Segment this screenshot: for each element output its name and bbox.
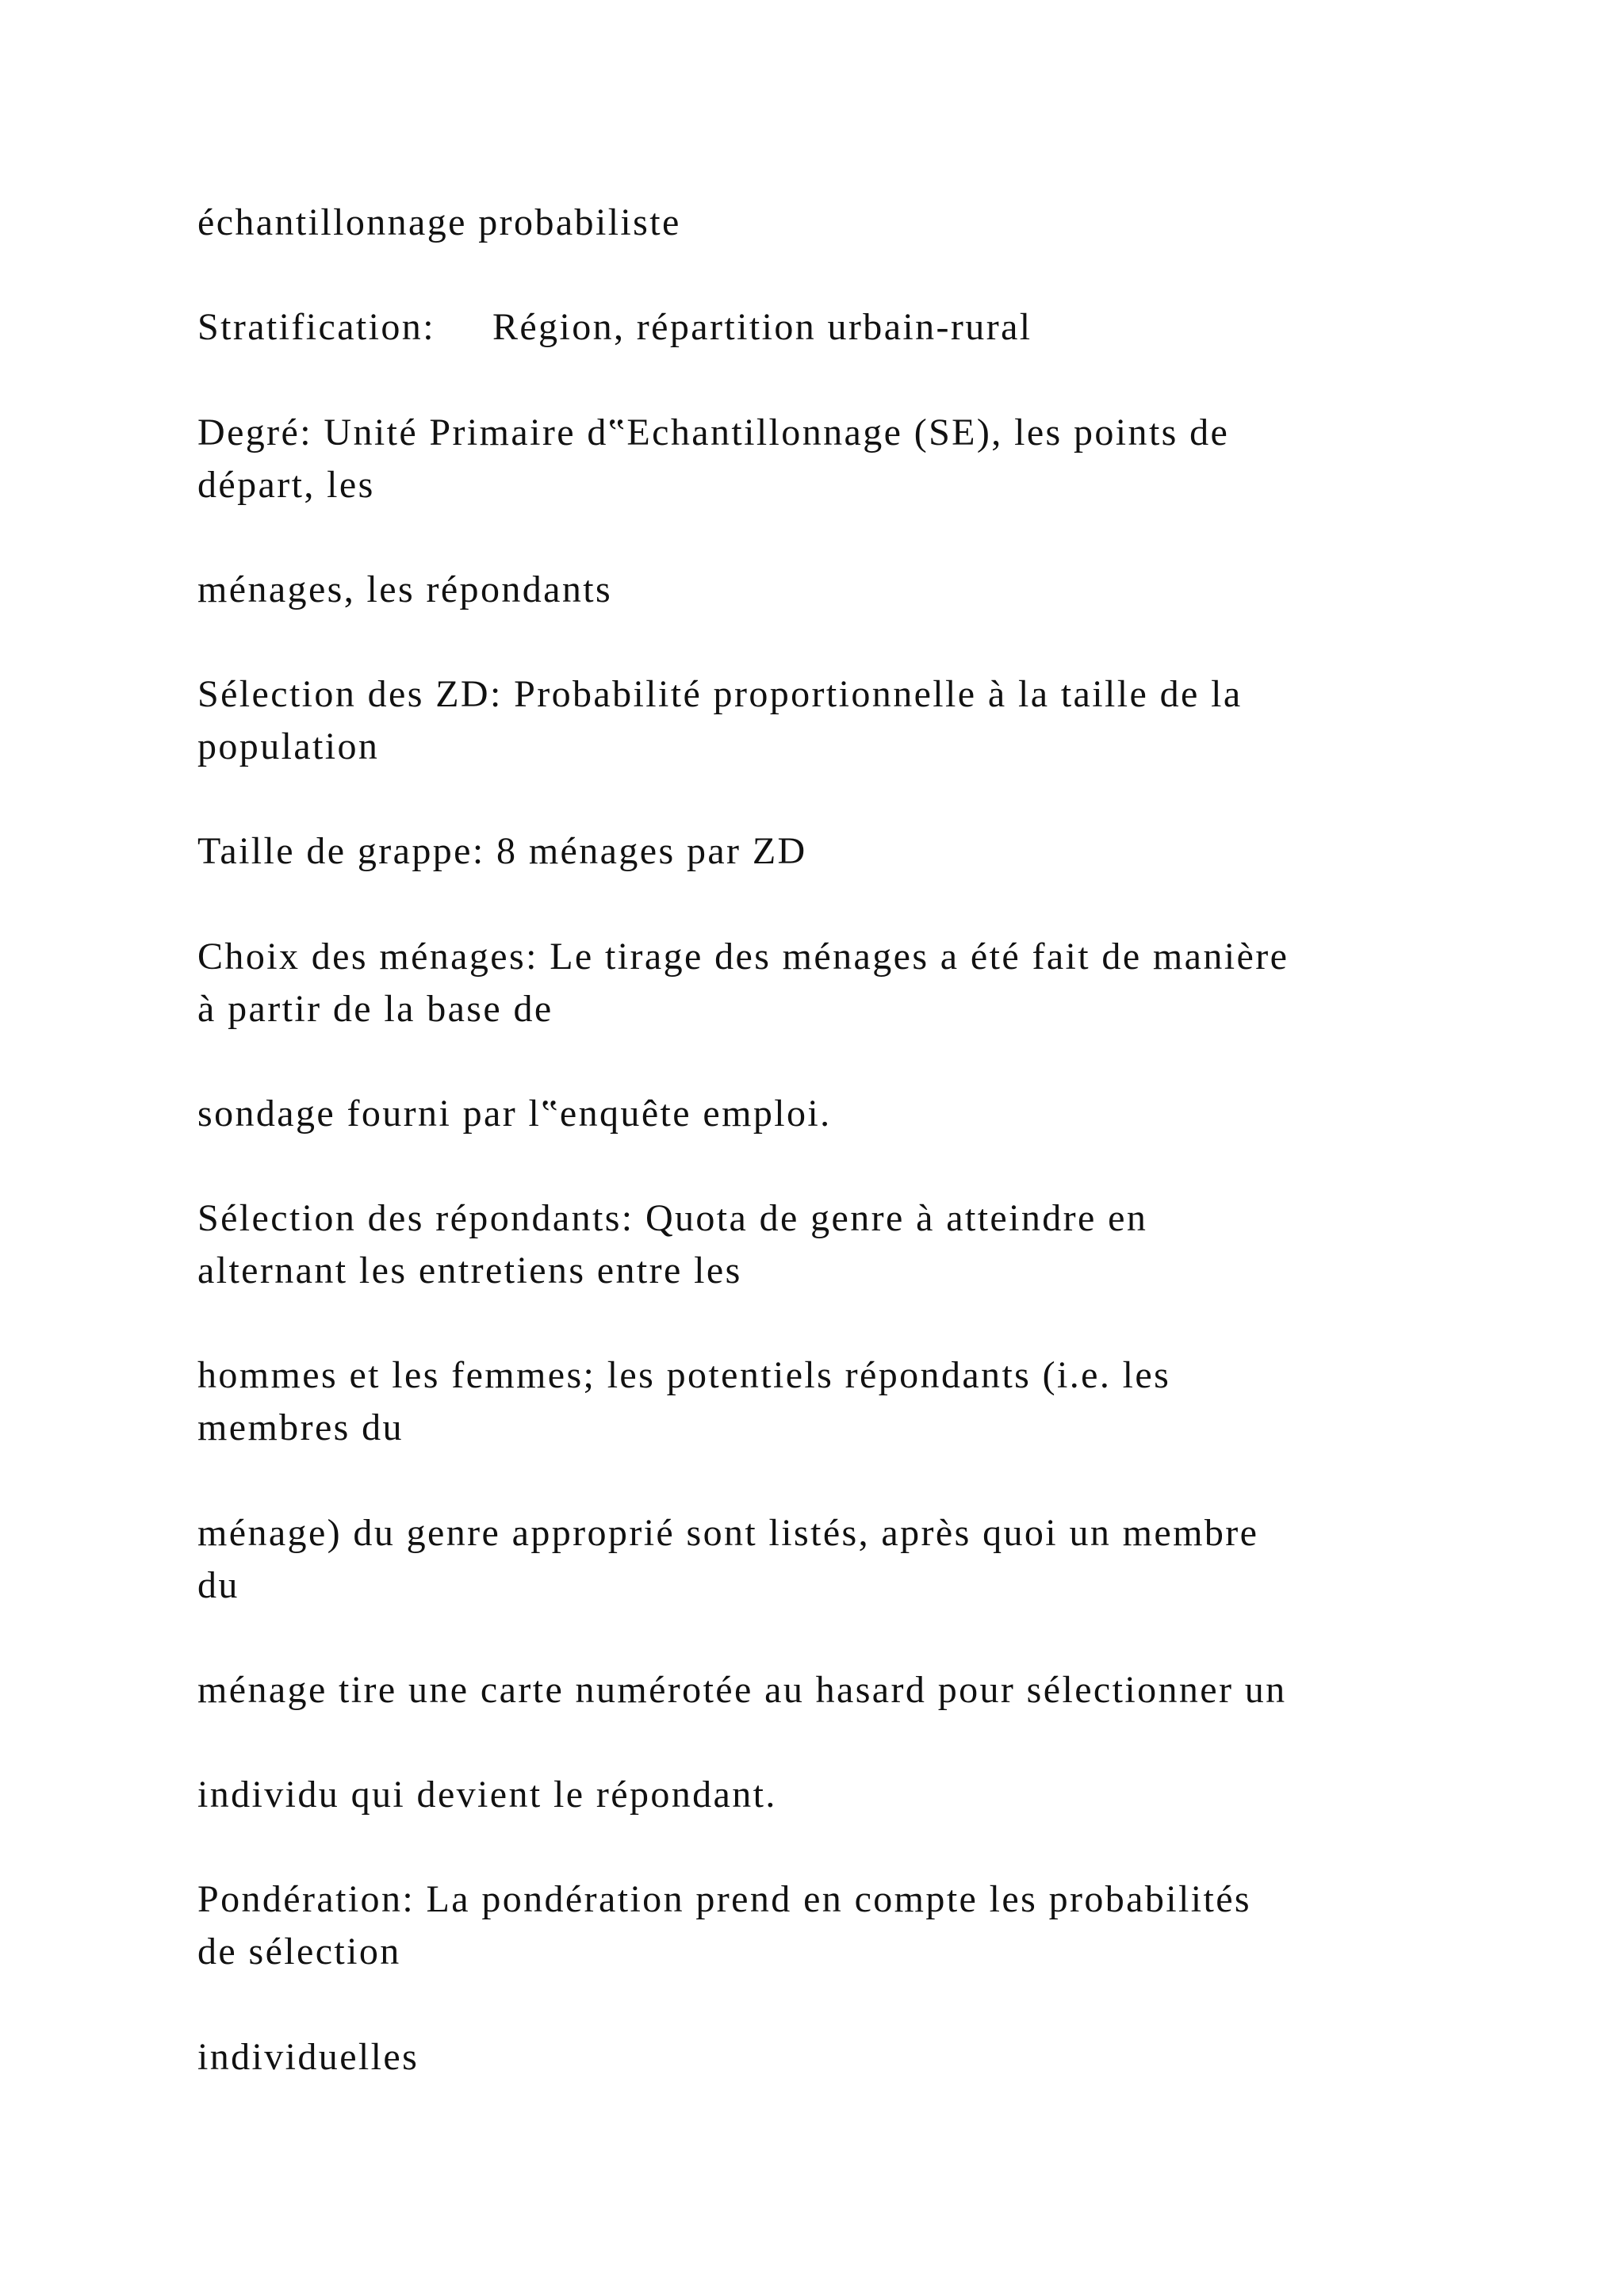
text-line-respondent-selection-3: hommes et les femmes; les potentiels répondants (i.e. les bbox=[197, 1354, 1171, 1396]
text-line-respondent-selection-6: du bbox=[197, 1564, 239, 1606]
text-line-respondent-selection-1: Sélection des répondants: Quota de genre à atteindre en bbox=[197, 1197, 1148, 1239]
text-line-degree-1: Degré: Unité Primaire d‟Echantillonnage (SE), les points de bbox=[197, 411, 1230, 453]
text-line-weighting-1: Pondération: La pondération prend en compte les probabilités bbox=[197, 1878, 1251, 1920]
text-line-degree-2: départ, les bbox=[197, 464, 375, 506]
text-line-household-choice-3: sondage fourni par l‟enquête emploi. bbox=[197, 1093, 832, 1135]
text-line-respondent-selection-2: alternant les entretiens entre les bbox=[197, 1249, 742, 1292]
text-line-weighting-2: de sélection bbox=[197, 1931, 401, 1973]
text-line-weighting-3: individuelles bbox=[197, 2036, 419, 2078]
text-line-zd-selection-1: Sélection des ZD: Probabilité proportionnelle à la taille de la bbox=[197, 673, 1243, 715]
text-line-cluster-size: Taille de grappe: 8 ménages par ZD bbox=[197, 830, 807, 872]
stratification-label: Stratification: bbox=[197, 306, 435, 348]
text-line-respondent-selection-7: ménage tire une carte numérotée au hasard pour sélectionner un bbox=[197, 1669, 1287, 1711]
text-line-household-choice-2: à partir de la base de bbox=[197, 988, 553, 1030]
text-line-zd-selection-2: population bbox=[197, 725, 380, 767]
text-line-sampling-type: échantillonnage probabiliste bbox=[197, 201, 681, 243]
text-line-respondent-selection-4: membres du bbox=[197, 1406, 404, 1448]
text-line-respondent-selection-5: ménage) du genre approprié sont listés, après quoi un membre bbox=[197, 1512, 1259, 1554]
stratification-value: Région, répartition urbain-rural bbox=[492, 306, 1032, 348]
text-line-stratification bbox=[197, 301, 1434, 354]
text-line-degree-3: ménages, les répondants bbox=[197, 568, 613, 610]
text-line-respondent-selection-8: individu qui devient le répondant. bbox=[197, 1774, 777, 1816]
text-line-household-choice-1: Choix des ménages: Le tirage des ménages a été fait de manière bbox=[197, 936, 1289, 978]
